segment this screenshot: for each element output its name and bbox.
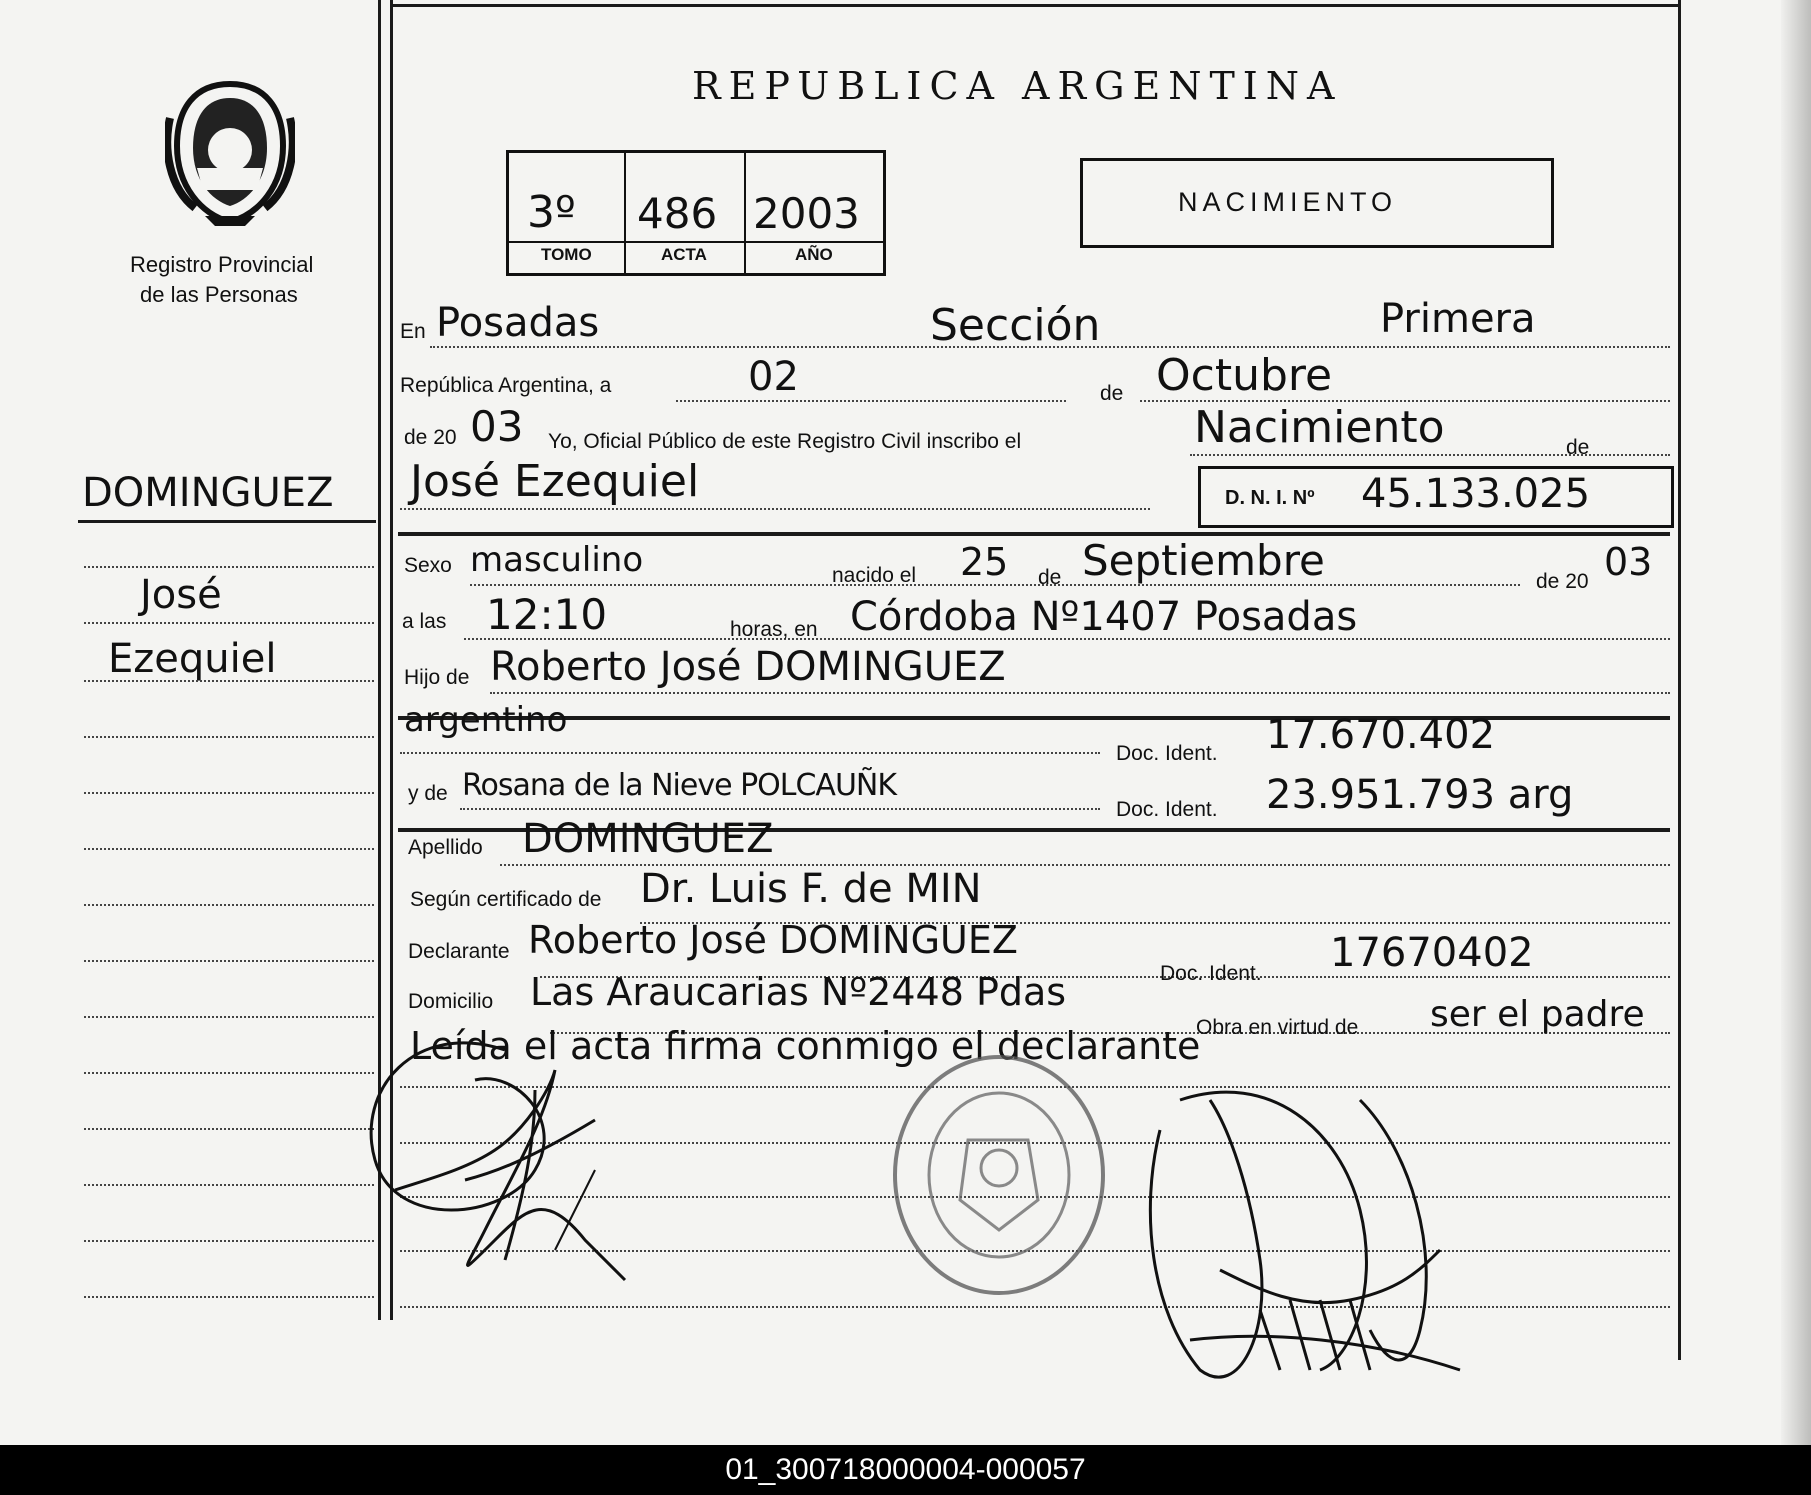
certificado-label: Según certificado de bbox=[410, 888, 602, 911]
document-type-label: NACIMIENTO bbox=[1178, 187, 1398, 217]
margin-line bbox=[84, 960, 374, 962]
form-line bbox=[400, 752, 1100, 754]
city-value: Posadas bbox=[436, 300, 600, 346]
signature-left-icon bbox=[355, 1030, 675, 1290]
tomo-value: 3º bbox=[527, 187, 576, 238]
margin-name2: Ezequiel bbox=[108, 636, 277, 682]
ano-value: 2003 bbox=[753, 189, 860, 238]
de-label-2: de bbox=[1566, 436, 1590, 459]
republica-label: República Argentina, a bbox=[400, 374, 612, 397]
page-shadow bbox=[1781, 0, 1811, 1445]
declarant-name-value: Roberto José DOMINGUEZ bbox=[528, 918, 1018, 962]
birth-month-value: Septiembre bbox=[1082, 536, 1325, 585]
declarant-doc-value: 17670402 bbox=[1330, 930, 1534, 976]
surname-value: DOMINGUEZ bbox=[522, 816, 774, 862]
ano-label: AÑO bbox=[795, 245, 833, 264]
mother-doc-value: 23.951.793 arg bbox=[1266, 772, 1574, 818]
birth-time-value: 12:10 bbox=[486, 590, 608, 639]
tomo-label: TOMO bbox=[541, 245, 592, 264]
margin-name1: José bbox=[140, 572, 222, 618]
acta-value: 486 bbox=[637, 189, 718, 238]
de20-label: de 20 bbox=[1536, 570, 1589, 593]
form-right-border bbox=[1678, 0, 1681, 1360]
official-seal-icon bbox=[888, 1050, 1110, 1300]
margin-surname: DOMINGUEZ bbox=[82, 470, 334, 516]
footer-document-id: 01_300718000004-000057 bbox=[0, 1445, 1811, 1495]
apellido-label: Apellido bbox=[408, 836, 483, 859]
declarante-label: Declarante bbox=[408, 940, 510, 963]
father-doc-label: Doc. Ident. bbox=[1116, 742, 1218, 765]
dni-value: 45.133.025 bbox=[1361, 471, 1591, 517]
hijo-label: Hijo de bbox=[404, 666, 470, 689]
closing-statement-value: Leída el acta firma conmigo el declarante bbox=[410, 1024, 1201, 1068]
record-box bbox=[506, 150, 886, 276]
form-line bbox=[460, 808, 1100, 810]
form-line bbox=[676, 400, 1066, 402]
margin-line bbox=[84, 792, 374, 794]
form-line bbox=[1190, 454, 1670, 456]
father-nationality-value: argentino bbox=[404, 700, 568, 740]
margin-line bbox=[84, 1016, 374, 1018]
en-label: En bbox=[400, 320, 426, 343]
margin-line bbox=[84, 680, 374, 682]
margin-line bbox=[84, 1072, 374, 1074]
margin-line bbox=[84, 1240, 374, 1242]
official-statement-label: Yo, Oficial Público de este Registro Civil inscribo el bbox=[548, 430, 1022, 453]
form-line bbox=[470, 584, 1520, 586]
document-title: REPUBLICA ARGENTINA bbox=[692, 64, 1343, 108]
signature-right-icon bbox=[1120, 1070, 1540, 1390]
section-number-value: Primera bbox=[1380, 296, 1536, 342]
address-value: Las Araucarias Nº2448 Pdas bbox=[530, 970, 1067, 1014]
dni-label: D. N. I. Nº bbox=[1225, 487, 1315, 509]
margin-line bbox=[84, 566, 374, 568]
dni-box bbox=[1198, 466, 1674, 528]
margin-line bbox=[84, 1184, 374, 1186]
registry-name-line1: Registro Provincial bbox=[130, 252, 314, 277]
de-label-3: de bbox=[1038, 566, 1062, 589]
margin-surname-underline bbox=[78, 520, 376, 523]
margin-line bbox=[84, 1128, 374, 1130]
misiones-coat-of-arms-icon bbox=[165, 78, 295, 228]
father-doc-value: 17.670.402 bbox=[1266, 712, 1496, 758]
obra-value: ser el padre bbox=[1430, 994, 1645, 1035]
sexo-value: masculino bbox=[470, 540, 644, 580]
margin-line bbox=[84, 904, 374, 906]
certificate-doctor-value: Dr. Luis F. de MIN bbox=[640, 866, 982, 912]
margin-line bbox=[84, 736, 374, 738]
domicilio-label: Domicilio bbox=[408, 990, 494, 1013]
child-name-value: José Ezequiel bbox=[410, 456, 700, 507]
year-prefix-label: de 20 bbox=[404, 426, 457, 449]
form-line bbox=[490, 692, 1670, 694]
day-value: 02 bbox=[748, 354, 799, 400]
mother-doc-label: Doc. Ident. bbox=[1116, 798, 1218, 821]
registry-name-line2: de las Personas bbox=[140, 282, 298, 307]
birth-year-value: 03 bbox=[1604, 540, 1653, 584]
form-top-border bbox=[390, 4, 1678, 7]
nacido-label: nacido el bbox=[832, 564, 917, 587]
form-line bbox=[400, 508, 1150, 510]
birth-place-value: Córdoba Nº1407 Posadas bbox=[850, 594, 1358, 640]
sexo-label: Sexo bbox=[404, 554, 452, 577]
margin-line bbox=[84, 1296, 374, 1298]
horas-label: horas, en bbox=[730, 618, 818, 641]
act-type-value: Nacimiento bbox=[1194, 402, 1445, 453]
yde-label: y de bbox=[408, 782, 448, 805]
year-value: 03 bbox=[470, 402, 524, 451]
section-value: Sección bbox=[930, 300, 1101, 351]
month-value: Octubre bbox=[1156, 350, 1333, 401]
margin-line bbox=[84, 622, 374, 624]
document-type-box bbox=[1080, 158, 1554, 248]
declarant-doc-label: Doc. Ident. bbox=[1160, 962, 1262, 985]
de-label: de bbox=[1100, 382, 1124, 405]
form-section-divider bbox=[398, 532, 1670, 536]
acta-label: ACTA bbox=[661, 245, 707, 264]
father-name-value: Roberto José DOMINGUEZ bbox=[490, 644, 1006, 690]
mother-name-value: Rosana de la Nieve POLCAUÑK bbox=[462, 768, 897, 803]
obra-label: Obra en virtud de bbox=[1196, 1016, 1359, 1039]
birth-day-value: 25 bbox=[960, 540, 1009, 584]
margin-line bbox=[84, 848, 374, 850]
alas-label: a las bbox=[402, 610, 447, 633]
